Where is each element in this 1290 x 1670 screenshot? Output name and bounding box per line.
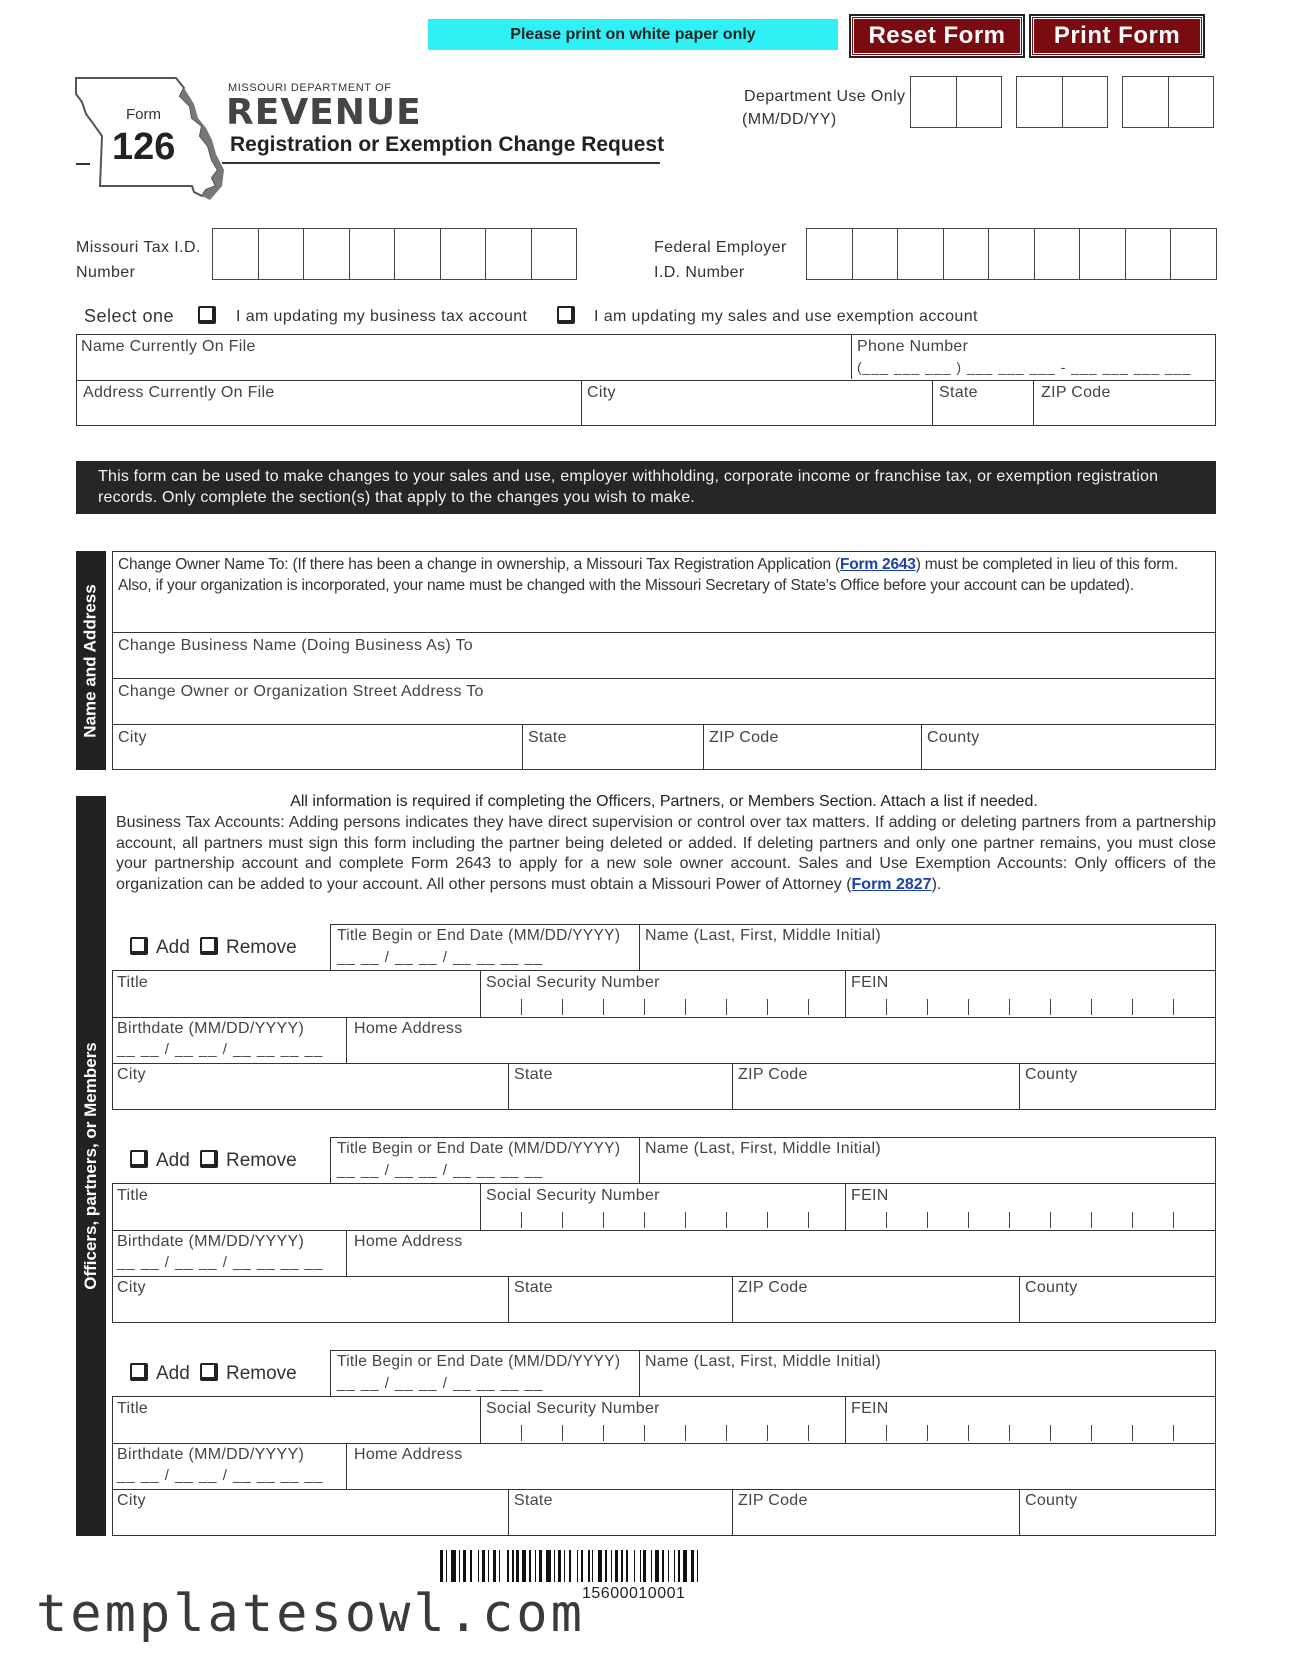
title-date-input[interactable]: __ __ / __ __ / __ __ __ __	[337, 1375, 544, 1392]
title-label: Title	[117, 974, 149, 991]
digit-box[interactable]	[1034, 228, 1081, 280]
officer-name-label: Name (Last, First, Middle Initial)	[645, 1140, 882, 1157]
name-on-file-input[interactable]	[77, 335, 851, 380]
digit-box[interactable]	[440, 228, 487, 280]
ssn-label: Social Security Number	[486, 974, 660, 991]
form-2827-link[interactable]: Form 2827	[851, 875, 932, 893]
name-on-file-label: Name Currently On File	[81, 338, 256, 355]
officer-entry	[112, 1137, 1216, 1323]
remove-label: Remove	[226, 1363, 297, 1384]
remove-checkbox[interactable]	[200, 1150, 218, 1168]
mo-tax-id-input[interactable]	[212, 228, 576, 280]
birthdate-label: Birthdate (MM/DD/YYYY)	[117, 1446, 305, 1463]
new-county-label: County	[927, 729, 980, 746]
officer-county-label: County	[1025, 1066, 1078, 1083]
title-date-input[interactable]: __ __ / __ __ / __ __ __ __	[337, 949, 544, 966]
digit-box[interactable]	[852, 228, 899, 280]
officer-city-label: City	[117, 1492, 146, 1509]
add-label: Add	[156, 1363, 190, 1384]
home-address-label: Home Address	[354, 1446, 463, 1463]
exemption-account-option: I am updating my sales and use exemption account	[594, 308, 978, 325]
digit-box[interactable]	[531, 228, 578, 280]
print-notice: Please print on white paper only	[428, 19, 838, 50]
business-account-checkbox[interactable]	[198, 306, 216, 324]
watermark: templatesowl.com	[36, 1584, 585, 1644]
fein-label-2: I.D. Number	[654, 264, 745, 281]
department-use-date-boxes	[910, 76, 1214, 128]
birthdate-input[interactable]: __ __ / __ __ / __ __ __ __	[117, 1041, 324, 1058]
home-address-label: Home Address	[354, 1233, 463, 1250]
title-underline	[222, 162, 660, 164]
digit-box[interactable]	[1079, 228, 1126, 280]
title-date-label: Title Begin or End Date (MM/DD/YYYY)	[337, 1140, 621, 1157]
birthdate-label: Birthdate (MM/DD/YYYY)	[117, 1233, 305, 1250]
form-title: Registration or Exemption Change Request	[230, 133, 665, 156]
fein-input[interactable]	[806, 228, 1216, 280]
form-number: 126	[112, 126, 176, 168]
officer-entry	[112, 924, 1216, 1110]
street-address-label: Change Owner or Organization Street Address To	[118, 683, 484, 700]
digit-box[interactable]	[943, 228, 990, 280]
ssn-label: Social Security Number	[486, 1400, 660, 1417]
officer-entry	[112, 1350, 1216, 1536]
reset-form-button[interactable]: Reset Form	[851, 16, 1023, 56]
digit-box[interactable]	[806, 228, 853, 280]
print-form-button[interactable]: Print Form	[1031, 16, 1203, 56]
officer-zip-label: ZIP Code	[738, 1492, 808, 1509]
officers-required-note: All information is required if completing the Officers, Partners, or Members Section. Attach a list if needed.	[290, 793, 1038, 810]
city-label: City	[587, 384, 616, 401]
birthdate-input[interactable]: __ __ / __ __ / __ __ __ __	[117, 1467, 324, 1484]
fein-label: Federal Employer	[654, 239, 787, 256]
officer-city-label: City	[117, 1066, 146, 1083]
ssn-input[interactable]	[480, 1397, 845, 1443]
digit-box[interactable]	[1125, 228, 1172, 280]
officer-state-label: State	[514, 1492, 553, 1509]
officer-zip-label: ZIP Code	[738, 1066, 808, 1083]
current-info-table	[76, 334, 1216, 426]
officer-zip-label: ZIP Code	[738, 1279, 808, 1296]
barcode	[440, 1550, 830, 1582]
officer-fein-label: FEIN	[851, 1187, 889, 1204]
mo-tax-id-label-2: Number	[76, 264, 136, 281]
barcode-number: 15600010001	[582, 1585, 686, 1602]
title-date-label: Title Begin or End Date (MM/DD/YYYY)	[337, 927, 621, 944]
birthdate-label: Birthdate (MM/DD/YYYY)	[117, 1020, 305, 1037]
add-checkbox[interactable]	[130, 937, 148, 955]
digit-box[interactable]	[988, 228, 1035, 280]
address-on-file-label: Address Currently On File	[83, 384, 275, 401]
officer-state-label: State	[514, 1279, 553, 1296]
info-banner: This form can be used to make changes to your sales and use, employer withholding, corporate income or franchise tax, or exemption registration records. Only complete the section(s) that apply to the changes you wish to make.	[76, 461, 1216, 514]
ssn-input[interactable]	[480, 1184, 845, 1230]
digit-box[interactable]	[897, 228, 944, 280]
revenue-logo: REVENUE	[226, 92, 422, 133]
business-account-option: I am updating my business tax account	[236, 308, 528, 325]
officer-fein-label: FEIN	[851, 974, 889, 991]
add-label: Add	[156, 1150, 190, 1171]
zip-label: ZIP Code	[1041, 384, 1111, 401]
new-state-label: State	[528, 729, 567, 746]
title-label: Title	[117, 1400, 149, 1417]
new-city-label: City	[118, 729, 147, 746]
digit-box[interactable]	[349, 228, 396, 280]
remove-label: Remove	[226, 1150, 297, 1171]
title-date-label: Title Begin or End Date (MM/DD/YYYY)	[337, 1353, 621, 1370]
officer-county-label: County	[1025, 1279, 1078, 1296]
officer-fein-input[interactable]	[845, 971, 1217, 1017]
remove-checkbox[interactable]	[200, 937, 218, 955]
officer-fein-input[interactable]	[845, 1397, 1217, 1443]
title-date-input[interactable]: __ __ / __ __ / __ __ __ __	[337, 1162, 544, 1179]
digit-box[interactable]	[212, 228, 259, 280]
department-label: MISSOURI DEPARTMENT OF	[228, 82, 392, 94]
form-label: Form	[126, 106, 161, 123]
ssn-label: Social Security Number	[486, 1187, 660, 1204]
department-use-format: (MM/DD/YY)	[742, 111, 837, 128]
birthdate-input[interactable]: __ __ / __ __ / __ __ __ __	[117, 1254, 324, 1271]
digit-box[interactable]	[258, 228, 305, 280]
phone-input[interactable]: (___ ___ ___ ) ___ ___ ___ - ___ ___ ___ ___	[857, 359, 1192, 375]
digit-box[interactable]	[303, 228, 350, 280]
officer-state-label: State	[514, 1066, 553, 1083]
officer-fein-input[interactable]	[845, 1184, 1217, 1230]
add-label: Add	[156, 937, 190, 958]
name-address-section	[112, 551, 1216, 770]
digit-box[interactable]	[394, 228, 441, 280]
officer-name-label: Name (Last, First, Middle Initial)	[645, 1353, 882, 1370]
phone-label: Phone Number	[857, 338, 969, 355]
add-checkbox[interactable]	[130, 1150, 148, 1168]
form-number-dash	[76, 163, 90, 165]
officer-county-label: County	[1025, 1492, 1078, 1509]
digit-box[interactable]	[1170, 228, 1217, 280]
mo-tax-id-label: Missouri Tax I.D.	[76, 239, 201, 256]
remove-label: Remove	[226, 937, 297, 958]
form-2643-link[interactable]: Form 2643	[839, 556, 916, 573]
name-address-tab: Name and Address	[76, 551, 106, 770]
officer-name-label: Name (Last, First, Middle Initial)	[645, 927, 882, 944]
officer-city-label: City	[117, 1279, 146, 1296]
new-zip-label: ZIP Code	[709, 729, 779, 746]
owner-name-instructions: Change Owner Name To: (If there has been a change in ownership, a Missouri Tax Registration Application (Form 2643) must be completed in lieu of this form. Also, if your organization is incorporated, your name must be changed with the Missouri Secretary of State’s Office before your account can be updated).	[118, 556, 1179, 594]
title-label: Title	[117, 1187, 149, 1204]
department-use-label: Department Use Only	[744, 88, 906, 105]
officers-tab: Officers, partners, or Members	[76, 796, 106, 1536]
state-label: State	[939, 384, 978, 401]
officers-instructions: Business Tax Accounts: Adding persons indicates they have direct supervision or control over tax matters. If adding or deleting partners from a partnership account, all partners must sign this form including the partner being deleted or added. If deleting partners and only one partner remains, you must close your partnership account and complete Form 2643 to apply for a new sole owner account. Sales and Use Exemption Accounts: Only officers of the organization can be added to your account. All other persons must obtain a Missouri Power of Attorney (Form 2827).	[116, 814, 1216, 893]
officer-fein-label: FEIN	[851, 1400, 889, 1417]
select-one-label: Select one	[84, 306, 175, 326]
remove-checkbox[interactable]	[200, 1363, 218, 1381]
add-checkbox[interactable]	[130, 1363, 148, 1381]
digit-box[interactable]	[485, 228, 532, 280]
ssn-input[interactable]	[480, 971, 845, 1017]
exemption-account-checkbox[interactable]	[557, 306, 575, 324]
business-name-label: Change Business Name (Doing Business As) To	[118, 637, 474, 654]
home-address-label: Home Address	[354, 1020, 463, 1037]
